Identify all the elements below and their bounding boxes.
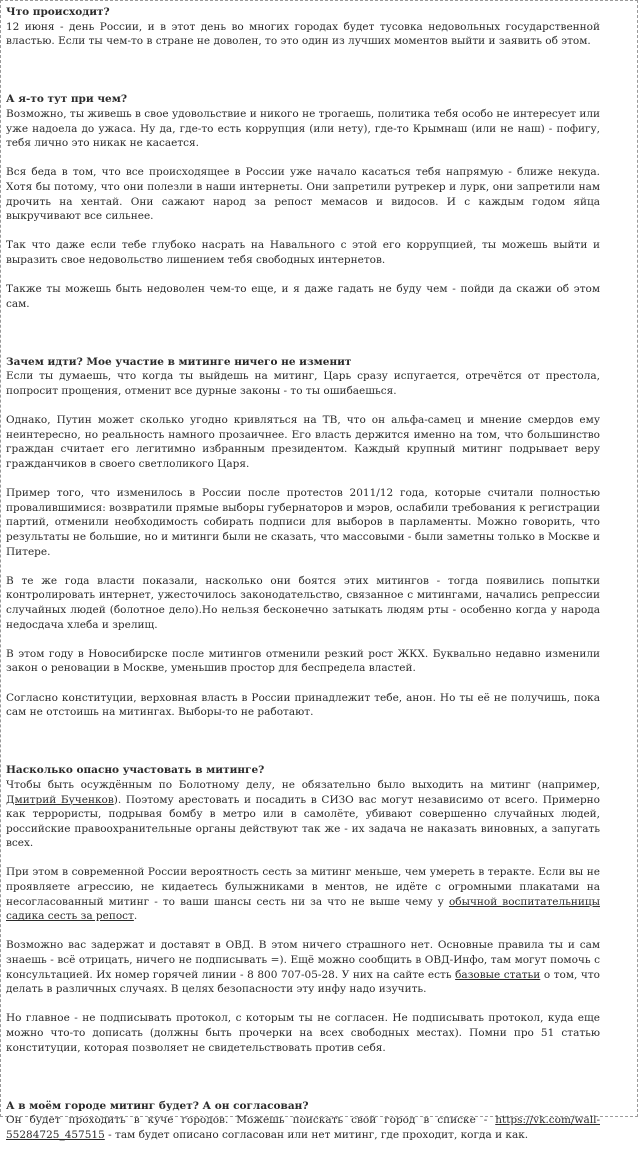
article-section — [6, 1099, 600, 1143]
text-run: Но главное - не подписывать протокол, с которым ты не согласен. Не подписывать протокол, куда еще можно что-то дописать (должны быть прочерки на всех свободных местах). Помни про 51 статью конституции, которая позволяет не свидетельствовать против себя. — [6, 1012, 600, 1054]
inline-link[interactable]: базовые статьи — [455, 968, 541, 981]
section-heading: Насколько опасно участовать в митинге? — [6, 764, 265, 777]
paragraph — [6, 574, 600, 632]
paragraph — [6, 778, 600, 851]
section-gap — [6, 734, 600, 763]
section-heading: Что происходит? — [6, 6, 110, 18]
section-heading: А в моём городе митинг будет? А он согласован? — [6, 1099, 309, 1112]
paragraph — [6, 865, 600, 923]
text-run: Чтобы быть осуждённым по Болотному делу, не обязательно было выходить на митинг (например, — [6, 778, 600, 791]
paragraph — [6, 107, 600, 151]
section-heading: А я-то тут при чем? — [6, 93, 127, 106]
text-run: - там будет описано согласован или нет митинг, где проходит, когда и как. — [104, 1128, 529, 1141]
paragraph — [6, 647, 600, 676]
article-section — [6, 5, 600, 49]
paragraph — [6, 369, 600, 398]
paragraph — [6, 238, 600, 267]
text-run: Пример того, что изменилось в России после протестов 2011/12 года, которые считали полностью провалившимися: возвратили прямые выборы губернаторов и мэров, ослабили требования к регистрации партий, отменили необходимость собирать подписи для выборов в парламенты. Можно говорить, что результаты не большие, но и митинги были не сказать, что массовыми - были заметны только в Москве и Питере. — [6, 487, 600, 558]
text-run: Вся беда в том, что все происходящее в России уже начало касаться тебя напрямую - ближе некуда. Хотя бы потому, что они полезли в наши интернеты. Они запретили рутрекер и лурк, они запретили нам дрочить на хентай. Они сажают народ за репост мемасов и видосов. И с каждым годом яйца выкручивают все сильнее. — [6, 166, 600, 223]
text-run: В те же года власти показали, насколько они боятся этих митингов - тогда появились попытки контролировать интернет, ужесточилось законодательство, связанное с митингами, начались репрессии случайных людей (болотное дело).Но нельзя бесконечно затыкать людям рты - особенно когда у народа недосдача хлеба и зрелищ. — [6, 574, 600, 631]
article-section — [6, 355, 600, 720]
text-run: Однако, Путин может сколько угодно кривляться на ТВ, что он альфа-самец и мнение смердов ему неинтересно, но реальность намного прозаичнее. Его власть держится именно на том, что большинство граждан считает его легитимно избранным президентом. Каждый крупный митинг подрывает веру гражданчиков в своего светлоликого Царя. — [6, 414, 600, 471]
inline-link[interactable]: Дмитрий Бученков — [6, 793, 114, 806]
paragraph — [6, 938, 600, 996]
paragraph — [6, 282, 600, 311]
text-run: Возможно вас задержат и доставят в ОВД. В этом ничего страшного нет. Основные правила ты и сам знаешь - всё отрицать, ничего не подписывать =). Ещё можно сообщить в ОВД-Инфо, там могут помочь с консультацией. Их номер горячей линии - 8 800 707-05-28. У них на сайте есть — [6, 939, 600, 981]
article-section — [6, 763, 600, 1055]
text-run: Если ты думаешь, что когда ты выйдешь на митинг, Царь сразу испугается, отречётся от престола, попросит прощения, отменит все дурные законы - то ты ошибаешься. — [6, 370, 600, 398]
inline-link[interactable]: https://vk.com/wall-55284725_457515 — [6, 1114, 600, 1141]
paragraph — [6, 165, 600, 223]
paragraph — [6, 20, 600, 49]
paragraph — [6, 413, 600, 471]
paragraph — [6, 1011, 600, 1055]
text-run: Также ты можешь быть недоволен чем-то еще, и я даже гадать не буду чем - пойди да скажи об этом сам. — [6, 283, 600, 310]
text-run: Согласно конституции, верховная власть в России принадлежит тебе, анон. Но ты её не получишь, пока сам не отстоишь на митингах. Выборы-то не работают. — [6, 691, 600, 719]
text-run: . — [133, 910, 138, 923]
paragraph — [6, 1113, 600, 1142]
text-run: Возможно, ты живешь в свое удовольствие и никого не трогаешь, политика тебя особо не интересует или уже надоела до ужаса. Ну да, где-то есть коррупция (или нету), где-то Крымнаш (или не наш) - пофигу, тебя лично это никак не касается. — [6, 107, 600, 150]
article-section — [6, 92, 600, 311]
paragraph — [6, 486, 600, 559]
section-gap — [6, 63, 600, 92]
text-run: ). Поэтому арестовать и посадить в СИЗО вас могут независимо от всего. Примерно как террористы, подрывая бомбу в метро или в самолёте, убивают совершенно случайных людей, российские правоохранительные органы действуют так же - их задача не наказать виновных, а запугать всех. — [6, 793, 600, 850]
article — [6, 5, 600, 1157]
text-run: Он будет проходить в куче городов. Можешь поискать свой город в списке - — [6, 1114, 496, 1127]
section-gap — [6, 326, 600, 355]
text-run: При этом в современной России вероятность сесть за митинг меньше, чем умереть в теракте. Если вы не проявляете агрессию, не кидаетесь булыжниками в ментов, не идёте с огромными плакатами на несогласованный митинг - то ваши шансы сесть ни за что не выше чему у — [6, 866, 600, 908]
inline-link[interactable]: обычной воспитательницы садика сесть за репост — [6, 895, 600, 923]
section-heading: Зачем идти? Мое участие в митинге ничего не изменит — [6, 355, 352, 368]
text-run: В этом году в Новосибирске после митингов отменили резкий рост ЖКХ. Буквально недавно изменили закон о реновации в Москве, уменьшив простор для беспредела властей. — [6, 647, 600, 675]
text-run: 12 июня - день России, и в этот день во многих городах будет тусовка недовольных государственной властью. Если ты чем-то в стране не доволен, то это один из лучших моментов выйти и заявить об этом. — [6, 20, 600, 48]
text-run: Так что даже если тебе глубоко насрать на Навального с этой его коррупцией, ты можешь выйти и выразить свое недовольство лишением тебя свободных интернетов. — [6, 239, 600, 266]
paragraph — [6, 691, 600, 720]
text-run: о том, что делать в различных случаях. В целях безопасности эту инфу надо изучить. — [6, 968, 600, 996]
section-gap — [6, 1070, 600, 1099]
